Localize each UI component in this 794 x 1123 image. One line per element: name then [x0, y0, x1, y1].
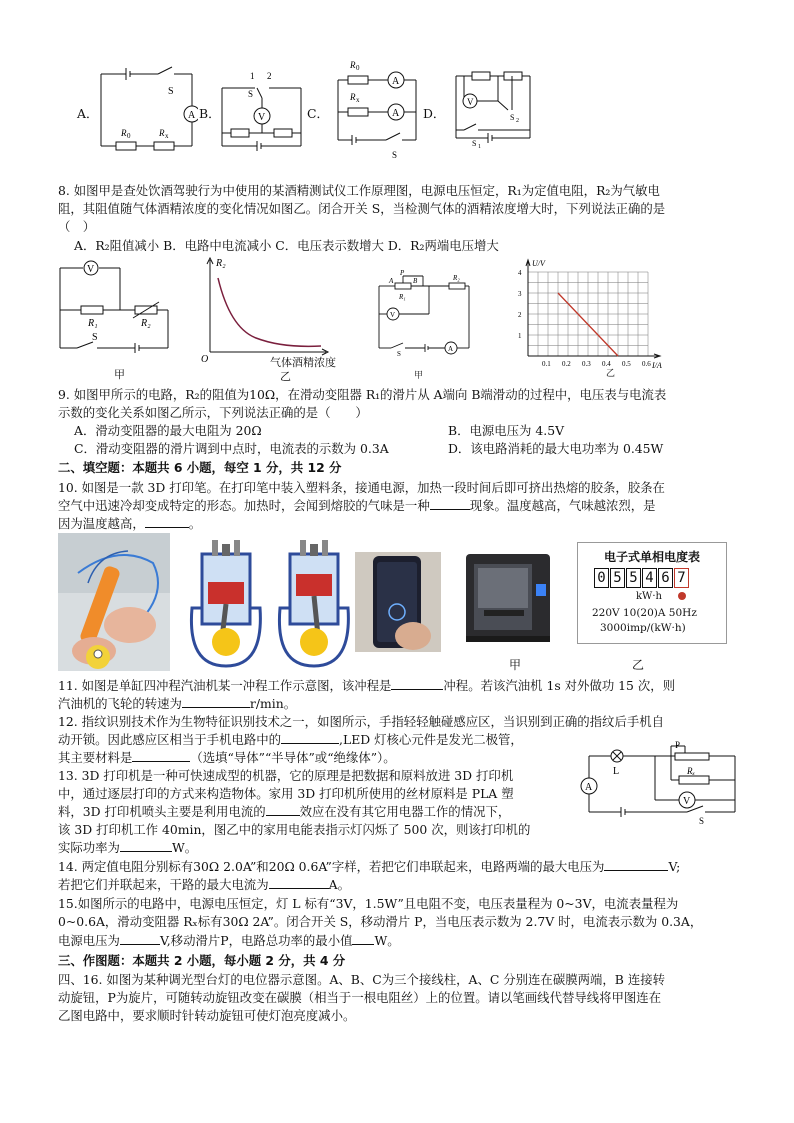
- svg-text:A: A: [392, 108, 400, 119]
- svg-text:A: A: [389, 277, 394, 285]
- energy-meter: [577, 542, 727, 644]
- svg-text:V: V: [390, 311, 396, 319]
- chart-y-tick-label: 4: [518, 269, 522, 277]
- q9-option-b: B．电源电压为 4.5V: [448, 423, 565, 438]
- svg-text:A: A: [448, 345, 454, 353]
- printer-fig-jia-label: 甲: [509, 658, 522, 672]
- chart-x-tick-label: 0.5: [622, 360, 631, 368]
- q13-line-3: 料，3D 打印机喷头主要是利用电流的 效应在没有其它用电器工作的情况下，: [58, 804, 511, 819]
- chart-x-tick-label: 0.3: [582, 360, 591, 368]
- option-b-label: B．: [199, 106, 221, 121]
- circuit-b-diagram: [219, 70, 305, 154]
- chart-y-tick-label: 3: [518, 290, 522, 298]
- svg-text:R: R: [121, 128, 127, 138]
- meter-digit: 5: [610, 568, 625, 588]
- q8-axis-x-label: 气体酒精浓度: [270, 356, 336, 369]
- svg-text:B: B: [413, 277, 418, 285]
- svg-text:S: S: [168, 86, 174, 97]
- svg-text:x: x: [165, 132, 169, 140]
- q15-blank-1[interactable]: [120, 933, 160, 945]
- q10-line-3: 因为温度越高， 。: [58, 516, 202, 531]
- q16-line-3: 乙图电路中，要求顺时针转动旋钮可使灯泡亮度减小。: [58, 1008, 356, 1023]
- chart-y-tick-label: 2: [518, 311, 522, 319]
- q9-line-1: 9. 如图甲所示的电路，R₂的阻值为10Ω，在滑动变阻器 R₁的滑片从 A端向 B端滑动的过程中，电压表与电流表: [58, 387, 667, 402]
- svg-text:A: A: [392, 76, 400, 87]
- svg-text:S: S: [397, 350, 401, 358]
- q12-blank-2[interactable]: [132, 750, 190, 762]
- q8-line-2: 阻，其阻值随气体酒精浓度的变化情况如图乙。闭合开关 S，当检测气体的酒精浓度增大时，下列说法正确的是: [58, 201, 666, 216]
- q15-line-3: 电源电压为 V,移动滑片P，电路总功率的最小值 W。: [58, 933, 400, 948]
- svg-text:S: S: [92, 332, 98, 343]
- q9-line-2: 示数的变化关系如图乙所示，下列说法正确的是（ ）: [58, 405, 368, 420]
- q9-fig-yi-label: 乙: [606, 369, 616, 379]
- svg-text:V: V: [258, 112, 266, 123]
- 3d-pen-photo: [58, 533, 170, 671]
- q13-blank-1[interactable]: [266, 804, 300, 816]
- option-d-label: D．: [423, 106, 446, 121]
- svg-text:P: P: [675, 740, 681, 750]
- svg-text:S: S: [510, 113, 515, 122]
- q9-option-d: D．该电路消耗的最大电功率为 0.45W: [448, 441, 664, 456]
- engine-stroke-diagram: [182, 538, 354, 670]
- meter-spec-2: 3000imp/(kW·h): [600, 622, 686, 634]
- q16-line-1: 四、16. 如图为某种调光型台灯的电位器示意图。A、B、C为三个接线柱，A、C 分别连在碳膜两端，B 连接转: [58, 972, 665, 987]
- svg-text:O: O: [201, 354, 209, 364]
- q15-line-2: 0~0.6A，滑动变阻器 Rₓ标有30Ω 2A”。闭合开关 S，移动滑片 P，当电压表示数为 2.7V 时，电流表示数为 0.3A，: [58, 914, 703, 929]
- fingerprint-phone-photo: [355, 552, 441, 652]
- q13-line-2: 中，通过逐层打印的方式来构造物体。家用 3D 打印机所使用的丝材原料是 PLA 塑: [58, 786, 514, 801]
- svg-text:R₁: R₁: [88, 318, 98, 329]
- q10-blank-2[interactable]: [145, 516, 189, 528]
- q15-circuit: [575, 740, 741, 826]
- svg-text:A: A: [188, 110, 196, 121]
- q8-fig-yi-label: 乙: [280, 370, 291, 383]
- q11-line-1: 11. 如图是单缸四冲程汽油机某一冲程工作示意图，该冲程是 冲程。若该汽油机 1s 对外做功 15 次，则: [58, 678, 676, 693]
- meter-spec-1: 220V 10(20)A 50Hz: [592, 607, 697, 619]
- circuit-a-diagram: [96, 66, 198, 152]
- chart-x-tick-label: 0.2: [562, 360, 571, 368]
- q14-line-1: 14. 两定值电阻分别标有30Ω 2.0A”和20Ω 0.6A”字样，若把它们串联起来，电路两端的最大电压为 V;: [58, 859, 681, 874]
- q8-line-3: （ ）: [58, 219, 96, 234]
- q10-line-2: 空气中迅速冷却变成特定的形态。加热时，会闻到熔胶的气味是一种 现象。温度越高，气味越浓烈，是: [58, 498, 656, 513]
- meter-digit: 5: [626, 568, 641, 588]
- meter-fig-yi-label: 乙: [632, 658, 645, 672]
- 3d-printer-photo: [460, 548, 556, 648]
- svg-text:S: S: [248, 89, 254, 99]
- chart-y-tick-label: 1: [518, 332, 522, 340]
- q8-fig-jia-circuit: [55, 258, 175, 358]
- q14-line-2: 若把它们并联起来，干路的最大电流为 A。: [58, 877, 350, 892]
- svg-text:R₂: R₂: [141, 318, 151, 329]
- q13-line-1: 13. 3D 打印机是一种可快速成型的机器，它的原理是把数据和原料放进 3D 打印机: [58, 768, 514, 783]
- q8-options: A．R₂阻值减小 B．电路中电流减小 C．电压表示数增大 D．R₂两端电压增大: [74, 238, 499, 253]
- svg-text:1: 1: [250, 71, 255, 81]
- q16-line-2: 动旋钮，P为旋片，可随转动旋钮改变在碳膜（相当于一根电阻丝）上的位置。请以笔画线代替导线将甲图连在: [58, 990, 662, 1005]
- q15-line-1: 15.如图所示的电路中，电源电压恒定，灯 L 标有“3V，1.5W”且电阻不变，电压表量程为 0~3V，电流表量程为: [58, 896, 679, 911]
- svg-text:L: L: [613, 766, 620, 777]
- option-a-label: A．: [77, 106, 99, 121]
- q15-blank-2[interactable]: [352, 933, 374, 945]
- q12-line-3: 其主要材料是 （选填“导体”“半导体”或“绝缘体”）。: [58, 750, 396, 765]
- q12-line-2: 动开锁。因此感应区相当于手机电路中的 ,LED 灯核心元件是发光二极管，: [58, 732, 523, 747]
- svg-text:V: V: [87, 264, 95, 275]
- chart-x-tick-label: 0.6: [642, 360, 651, 368]
- svg-text:V: V: [683, 796, 691, 807]
- q11-blank-2[interactable]: [182, 696, 250, 708]
- svg-text:S: S: [472, 139, 477, 148]
- svg-text:2: 2: [267, 71, 272, 81]
- chart-xlabel: I/A: [652, 361, 662, 370]
- svg-text:R: R: [159, 128, 165, 138]
- svg-text:R₁: R₁: [399, 293, 406, 301]
- section-3-heading: 三、作图题：本题共 2 小题，每小题 2 分，共 4 分: [58, 953, 346, 968]
- q12-blank-1[interactable]: [281, 732, 339, 744]
- q9-option-c: C．滑动变阻器的滑片调到中点时，电流表的示数为 0.3A: [74, 441, 389, 456]
- meter-indicator-icon: [678, 592, 686, 600]
- q11-blank-1[interactable]: [391, 678, 443, 690]
- svg-text:S: S: [392, 150, 398, 160]
- q9-fig-jia-circuit: [373, 268, 473, 360]
- svg-text:P: P: [400, 269, 405, 277]
- q9-fig-jia-label: 甲: [414, 371, 424, 381]
- svg-text:0: 0: [356, 64, 360, 72]
- q10-blank-1[interactable]: [430, 498, 470, 510]
- circuit-d-diagram: [450, 68, 538, 150]
- chart-x-tick-label: 0.1: [542, 360, 551, 368]
- section-2-heading: 二、填空题：本题共 6 小题，每空 1 分，共 12 分: [58, 460, 342, 475]
- q9-option-a: A．滑动变阻器的最大电阻为 20Ω: [74, 423, 262, 438]
- q12-line-1: 12. 指纹识别技术作为生物特征识别技术之一，如图所示，手指轻轻触碰感应区，当识别到正确的指纹后手机自: [58, 714, 665, 729]
- svg-text:A: A: [585, 782, 593, 793]
- meter-digit: 0: [594, 568, 609, 588]
- q11-line-2: 汽油机的飞轮的转速为 r/min。: [58, 696, 297, 711]
- svg-text:2: 2: [516, 118, 519, 124]
- circuit-c-diagram: [330, 58, 422, 162]
- chart-ylabel: U/V: [532, 259, 545, 268]
- svg-text:V: V: [467, 97, 474, 107]
- q8-fig-yi-graph: [196, 252, 356, 364]
- svg-text:0: 0: [127, 132, 131, 140]
- option-c-label: C．: [307, 106, 329, 121]
- q9-chart: [508, 254, 668, 370]
- q14-blank-2[interactable]: [269, 877, 329, 889]
- meter-title: 电子式单相电度表: [603, 550, 700, 564]
- svg-text:x: x: [356, 96, 360, 104]
- svg-text:Rₓ: Rₓ: [687, 766, 696, 776]
- meter-digit: 6: [658, 568, 673, 588]
- q13-line-5: 实际功率为 W。: [58, 840, 198, 855]
- meter-digit: 7: [674, 568, 689, 588]
- q13-blank-2[interactable]: [120, 840, 172, 852]
- meter-digits: [594, 568, 690, 588]
- chart-x-tick-label: 0.4: [602, 360, 611, 368]
- q14-blank-1[interactable]: [604, 859, 668, 871]
- svg-text:R: R: [350, 60, 356, 70]
- svg-text:S: S: [699, 816, 705, 826]
- q10-line-1: 10. 如图是一款 3D 打印笔。在打印笔中装入塑料条，接通电源，加热一段时间后即可挤出热熔的胶条，胶条在: [58, 480, 665, 495]
- svg-text:R₂: R₂: [453, 274, 460, 282]
- svg-text:R: R: [350, 92, 356, 102]
- q13-line-4: 该 3D 打印机工作 40min，图乙中的家用电能表指示灯闪烁了 500 次，则该打印机的: [58, 822, 531, 837]
- q8-line-1: 8. 如图甲是查处饮酒驾驶行为中使用的某酒精测试仪工作原理图，电源电压恒定，R₁为定值电阻，R₂为气敏电: [58, 183, 660, 198]
- q8-fig-jia-label: 甲: [114, 368, 125, 381]
- meter-unit: kW·h: [636, 591, 662, 602]
- svg-text:1: 1: [478, 144, 481, 150]
- svg-text:R₂: R₂: [216, 258, 226, 269]
- meter-digit: 4: [642, 568, 657, 588]
